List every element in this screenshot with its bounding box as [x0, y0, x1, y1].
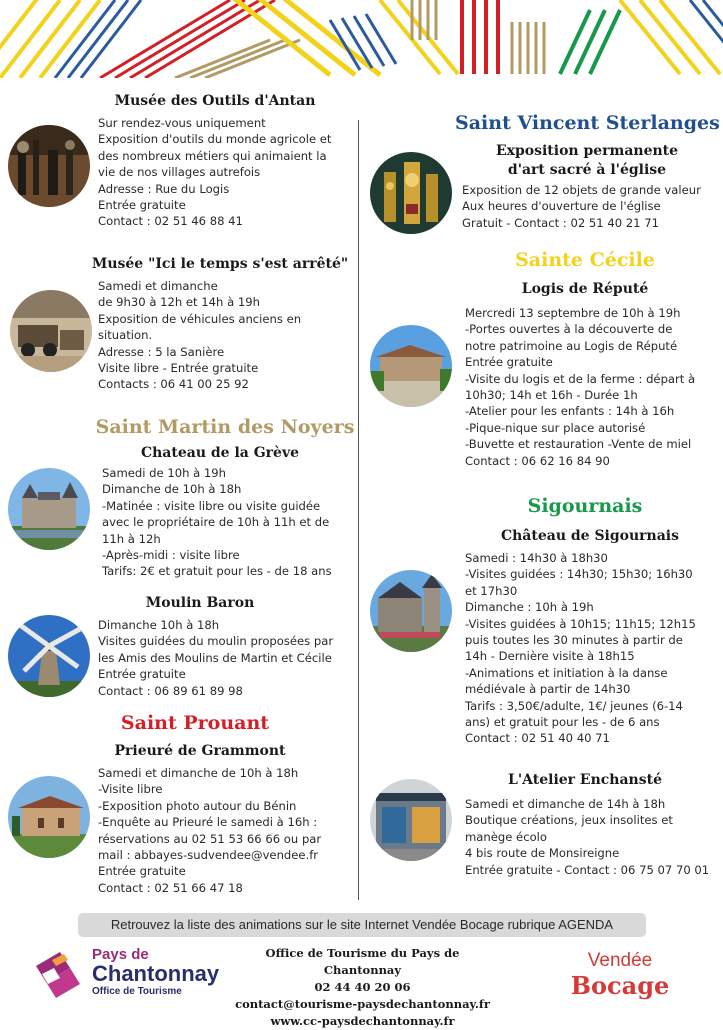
moulin-baron-line: Visites guidées du moulin proposées par [98, 634, 334, 649]
musee-temps-line: Contacts : 06 41 00 25 92 [98, 377, 249, 392]
chateau-greve-line: Tarifs: 2€ et gratuit pour les - de 18 ans [102, 564, 332, 579]
chateau-greve-line: Dimanche de 10h à 18h [102, 482, 242, 497]
expo-art-title-line1: Exposition permanente [495, 143, 679, 159]
logo-line3: Office de Tourisme [92, 986, 182, 997]
logis-line: -Visite du logis et de la ferme : départ à [465, 371, 696, 386]
office-phone[interactable]: 02 44 40 20 06 [314, 980, 411, 994]
vehicles-photo [10, 290, 92, 372]
chateau-greve-details [102, 465, 332, 580]
sainte-cecile-heading: Sainte Cécile [515, 249, 655, 271]
decorative-stripes-banner [0, 0, 723, 78]
moulin-baron-line: Contact : 06 89 61 89 98 [98, 683, 243, 698]
chateau-sigournais-line: Dimanche : 10h à 19h [465, 600, 594, 615]
chateau-sigournais-line: Samedi : 14h30 à 18h30 [465, 551, 608, 565]
moulin-baron-title: Moulin Baron [145, 595, 255, 611]
pays-de-chantonnay-logo [30, 944, 225, 1004]
chateau-sigournais-line: et 17h30 [465, 583, 518, 598]
musee-outils-line: Contact : 02 51 46 88 41 [98, 214, 243, 229]
prieure-line: -Visite libre [98, 782, 163, 797]
musee-temps-line: Samedi et dimanche [98, 279, 218, 293]
prieure-line: -Exposition photo autour du Bénin [98, 798, 297, 813]
chateau-sigournais-line: -Animations et initiation à la danse [465, 665, 668, 680]
musee-outils-title: Musée des Outils d'Antan [114, 93, 316, 109]
chantonnay-logo-mark-icon [30, 944, 90, 1004]
chateau-sigournais-line: -Visites guidées : 14h30; 15h30; 16h30 [465, 567, 693, 582]
prieure-line: Contact : 02 51 66 47 18 [98, 880, 243, 895]
logis-line: Mercredi 13 septembre de 10h à 19h [465, 306, 681, 320]
musee-temps-title: Musée "Ici le temps s'est arrêté" [91, 256, 349, 272]
chateau-sigournais-line: -Visites guidées à 10h15; 11h15; 12h15 [465, 616, 696, 631]
saint-prouant-heading: Saint Prouant [120, 712, 270, 734]
chateau-greve-line: 11h à 12h [102, 531, 161, 546]
chateau-greve-line: -Matinée : visite libre ou visite guidée [102, 498, 321, 513]
prieure-title: Prieuré de Grammont [114, 743, 286, 759]
shop-photo [370, 779, 452, 861]
office-contact-block [225, 945, 500, 1030]
logis-details [465, 305, 695, 469]
expo-art-title-line2: d'art sacré à l'église [507, 162, 667, 178]
office-email[interactable]: contact@tourisme-paysdechantonnay.fr [235, 997, 490, 1011]
vendee-logo-line1: Vendée [587, 950, 653, 971]
musee-outils-line: des nombreux métiers qui animaient la [98, 148, 327, 163]
column-divider [358, 120, 359, 900]
chateau-sigournais-line: puis toutes les 30 minutes à partir de [465, 633, 683, 648]
moulin-baron-line: Entrée gratuite [98, 667, 186, 682]
church-art-photo [370, 152, 452, 234]
prieure-details [98, 765, 321, 896]
moulin-baron-line: les Amis des Moulins de Martin et Cécile [98, 650, 332, 665]
atelier-line: Samedi et dimanche de 14h à 18h [465, 797, 666, 811]
expo-art-details [462, 182, 701, 231]
logis-line: Entrée gratuite [465, 355, 553, 370]
atelier-line: Boutique créations, jeux insolites et [465, 813, 673, 828]
musee-outils-line: vie de nos villages autrefois [98, 165, 261, 180]
chateau-sigournais-details [465, 550, 696, 747]
musee-outils-line: Adresse : Rue du Logis [98, 181, 230, 196]
chateau-sigournais-line: médiévale à partir de 14h30 [465, 682, 631, 697]
logo-line2: Chantonnay [92, 961, 220, 986]
musee-outils-details [98, 115, 331, 230]
logis-line: -Pique-nique sur place autorisé [465, 420, 646, 435]
atelier-line: 4 bis route de Monsireigne [465, 846, 620, 861]
atelier-details [465, 796, 709, 878]
chateau-greve-title: Chateau de la Grève [140, 445, 299, 461]
prieure-line: -Enquête au Prieuré le samedi à 16h : [98, 815, 318, 830]
castle-greve-photo [8, 468, 90, 550]
logis-line: notre patrimoine au Logis de Réputé [465, 338, 678, 353]
prieure-line: Samedi et dimanche de 10h à 18h [98, 766, 299, 780]
musee-temps-line: situation. [98, 328, 153, 343]
chateau-sigournais-line: Contact : 02 51 40 40 71 [465, 731, 610, 746]
musee-temps-line: Visite libre - Entrée gratuite [98, 361, 259, 376]
logis-line: 10h30; 14h et 16h - Durée 1h [465, 388, 638, 403]
atelier-title: L'Atelier Enchansté [508, 772, 662, 788]
musee-temps-details [98, 278, 301, 393]
musee-outils-line: Entrée gratuite [98, 198, 186, 213]
vendee-logo-line2: Bocage [570, 971, 670, 1000]
saint-martin-heading: Saint Martin des Noyers [95, 416, 355, 438]
logo-line1: Pays de [92, 946, 149, 963]
moulin-baron-line: Dimanche 10h à 18h [98, 618, 220, 632]
sigournais-castle-photo [370, 570, 452, 652]
vendee-bocage-logo [560, 950, 680, 1004]
office-name: Office de Tourisme du Pays de Chantonnay [265, 946, 460, 977]
expo-art-line: Aux heures d'ouverture de l'église [462, 199, 661, 214]
chateau-greve-line: -Après-midi : visite libre [102, 548, 240, 563]
atelier-line: Entrée gratuite - Contact : 06 75 07 70 01 [465, 862, 710, 877]
chateau-greve-line: Samedi de 10h à 19h [102, 466, 227, 480]
moulin-baron-details [98, 617, 333, 699]
agenda-banner: Retrouvez la liste des animations sur le site Internet Vendée Bocage rubrique AGENDA [78, 913, 646, 937]
musee-temps-line: Adresse : 5 la Sanière [98, 344, 225, 359]
logis-photo [370, 325, 452, 407]
atelier-line: manège écolo [465, 829, 547, 844]
musee-temps-line: de 9h30 à 12h et 14h à 19h [98, 295, 260, 310]
chateau-sigournais-line: ans) et gratuit pour les - de 6 ans [465, 715, 660, 730]
logis-line: -Buvette et restauration -Vente de miel [465, 437, 692, 452]
prieure-line: Entrée gratuite [98, 864, 186, 879]
chateau-greve-line: avec le propriétaire de 10h à 11h et de [102, 515, 330, 530]
chateau-sigournais-title: Château de Sigournais [500, 528, 680, 544]
chateau-sigournais-line: 14h - Dernière visite à 18h15 [465, 649, 635, 664]
logis-title: Logis de Réputé [521, 281, 649, 297]
chateau-sigournais-line: Tarifs : 3,50€/adulte, 1€/ jeunes (6-14 [465, 698, 683, 713]
expo-art-line: Gratuit - Contact : 02 51 40 21 71 [462, 215, 659, 230]
logis-line: Contact : 06 62 16 84 90 [465, 453, 610, 468]
sigournais-heading: Sigournais [527, 495, 643, 517]
musee-outils-line: Sur rendez-vous uniquement [98, 116, 266, 130]
prieure-line: réservations au 02 51 53 66 66 ou par [98, 831, 322, 846]
musee-temps-line: Exposition de véhicules anciens en [98, 311, 302, 326]
expo-art-line: Exposition de 12 objets de grande valeur [462, 183, 701, 197]
windmill-photo [8, 615, 90, 697]
saint-vincent-heading: Saint Vincent Sterlanges [455, 112, 720, 134]
musee-outils-line: Exposition d'outils du monde agricole et [98, 132, 332, 147]
tools-photo [8, 125, 90, 207]
logis-line: -Atelier pour les enfants : 14h à 16h [465, 404, 675, 419]
office-website[interactable]: www.cc-paysdechantonnay.fr [270, 1014, 455, 1028]
priory-photo [8, 776, 90, 858]
prieure-line: mail : abbayes-sudvendee@vendee.fr [98, 848, 319, 863]
logis-line: -Portes ouvertes à la découverte de [465, 322, 673, 337]
